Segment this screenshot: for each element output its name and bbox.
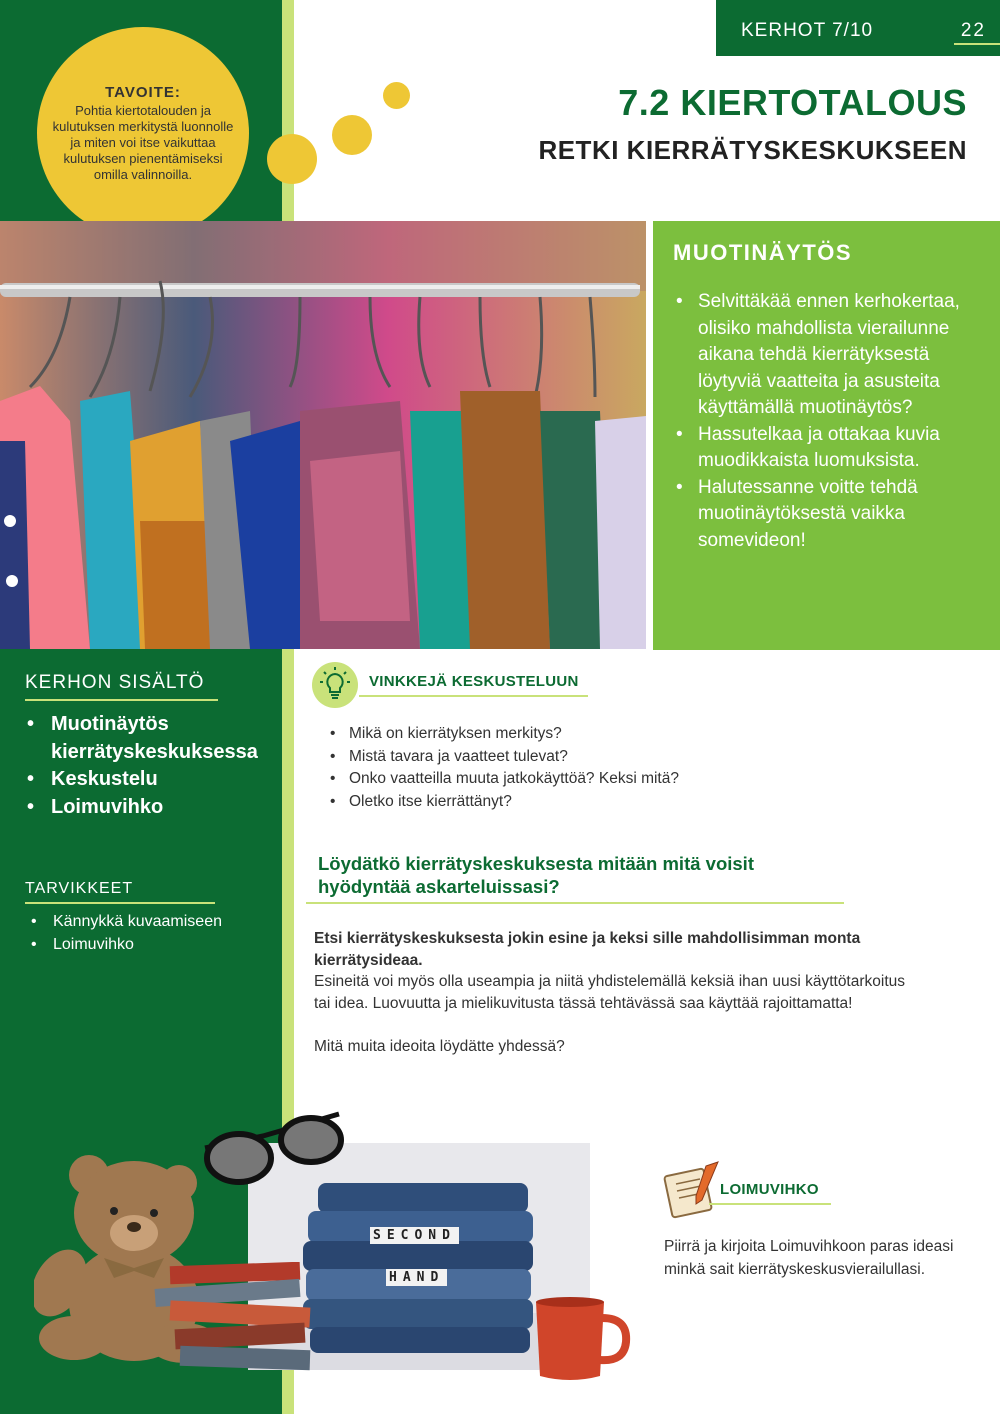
list-item: • Oletko itse kierrättänyt? bbox=[330, 791, 679, 814]
list-item: • Loimuvihko bbox=[25, 933, 280, 956]
discussion-tips-title: VINKKEJÄ KESKUSTELUUN bbox=[369, 673, 579, 690]
discussion-tips-list bbox=[330, 723, 679, 813]
list-item: • Onko vaatteilla muuta jatkokäyttöä? Keksi mitä? bbox=[330, 768, 679, 791]
fashion-show-title: MUOTINÄYTÖS bbox=[673, 240, 853, 265]
list-item: • Hassutelkaa ja ottakaa kuvia muodikkaista luomuksista. bbox=[673, 422, 993, 475]
notebook-pencil-icon bbox=[662, 1160, 722, 1220]
page-number-underline bbox=[954, 43, 1000, 45]
list-item: • Halutessanne voitte tehdä muotinäytöksestä vaikka somevideon! bbox=[673, 475, 993, 555]
fashion-show-list bbox=[673, 289, 993, 554]
body-text bbox=[314, 928, 924, 1057]
notebook-text: Piirrä ja kirjoita Loimuvihkoon paras ideasi minkä sait kierrätyskeskusvierailullasi. bbox=[664, 1238, 954, 1278]
section-label: KERHOT 7/10 bbox=[741, 20, 874, 41]
supplies-list bbox=[25, 910, 280, 956]
books-stack-image bbox=[150, 1262, 320, 1372]
goal-text: Pohtia kiertotalouden ja kulutuksen merkitystä luonnolle ja miten voi itse vaikuttaa kulutuksen pienentämiseksi omilla valinnoilla. bbox=[52, 102, 234, 182]
goal-circle bbox=[37, 27, 249, 239]
second-label: SECOND bbox=[370, 1227, 459, 1244]
page-title: 7.2 KIERTOTALOUS bbox=[618, 82, 967, 123]
list-item: • Mistä tavara ja vaatteet tulevat? bbox=[330, 746, 679, 769]
body-paragraph: Etsi kierrätyskeskuksesta jokin esine ja keksi sille mahdollisimman monta kierrätysideaa. bbox=[314, 930, 861, 969]
red-mug-image bbox=[532, 1296, 632, 1384]
header-tab bbox=[716, 0, 1000, 56]
goal-title: TAVOITE: bbox=[105, 83, 181, 101]
notebook-title: LOIMUVIHKO bbox=[720, 1181, 819, 1198]
list-item: • Kännykkä kuvaamiseen bbox=[25, 910, 280, 933]
page-number: 22 bbox=[960, 20, 986, 41]
question-heading: Löydätkö kierrätyskeskuksesta mitään mitä voisit hyödyntää askarteluissasi? bbox=[318, 853, 754, 897]
divider bbox=[709, 1203, 831, 1205]
club-content-title: KERHON SISÄLTÖ bbox=[25, 672, 205, 693]
divider bbox=[306, 902, 844, 904]
sunglasses-image bbox=[203, 1108, 345, 1188]
decor-dot bbox=[267, 134, 317, 184]
list-item: • Keskustelu bbox=[25, 766, 280, 794]
page-subtitle: RETKI KIERRÄTYSKESKUKSEEN bbox=[538, 135, 967, 165]
body-paragraph: Mitä muita ideoita löydätte yhdessä? bbox=[314, 1037, 565, 1055]
body-paragraph: Esineitä voi myös olla useampia ja niitä yhdistelemällä keksiä ihan uusi käyttötarkoitus tai idea. Luovuutta ja mielikuvitusta tässä tehtävässä saa käyttää rajoittamatta! bbox=[314, 973, 906, 1012]
list-item: • Mikä on kierrätyksen merkitys? bbox=[330, 723, 679, 746]
divider bbox=[359, 695, 588, 697]
supplies-title: TARVIKKEET bbox=[25, 880, 134, 897]
list-item: • Loimuvihko bbox=[25, 794, 280, 822]
list-item: • Muotinäytös kierrätyskeskuksessa bbox=[25, 711, 280, 766]
fashion-show-box bbox=[653, 221, 1000, 650]
lightbulb-icon bbox=[312, 662, 358, 708]
clothes-rack-photo bbox=[0, 221, 646, 649]
decor-dot bbox=[332, 115, 372, 155]
list-item: • Selvittäkää ennen kerhokertaa, olisiko mahdollista vierailunne aikana tehdä kierrätyksestä löytyviä vaatteita ja asusteita käyttämällä muotinäytös? bbox=[673, 289, 993, 422]
divider bbox=[25, 699, 218, 701]
hand-label: HAND bbox=[386, 1269, 447, 1286]
decor-dot bbox=[383, 82, 410, 109]
divider bbox=[25, 902, 215, 904]
club-content-list bbox=[25, 711, 280, 821]
